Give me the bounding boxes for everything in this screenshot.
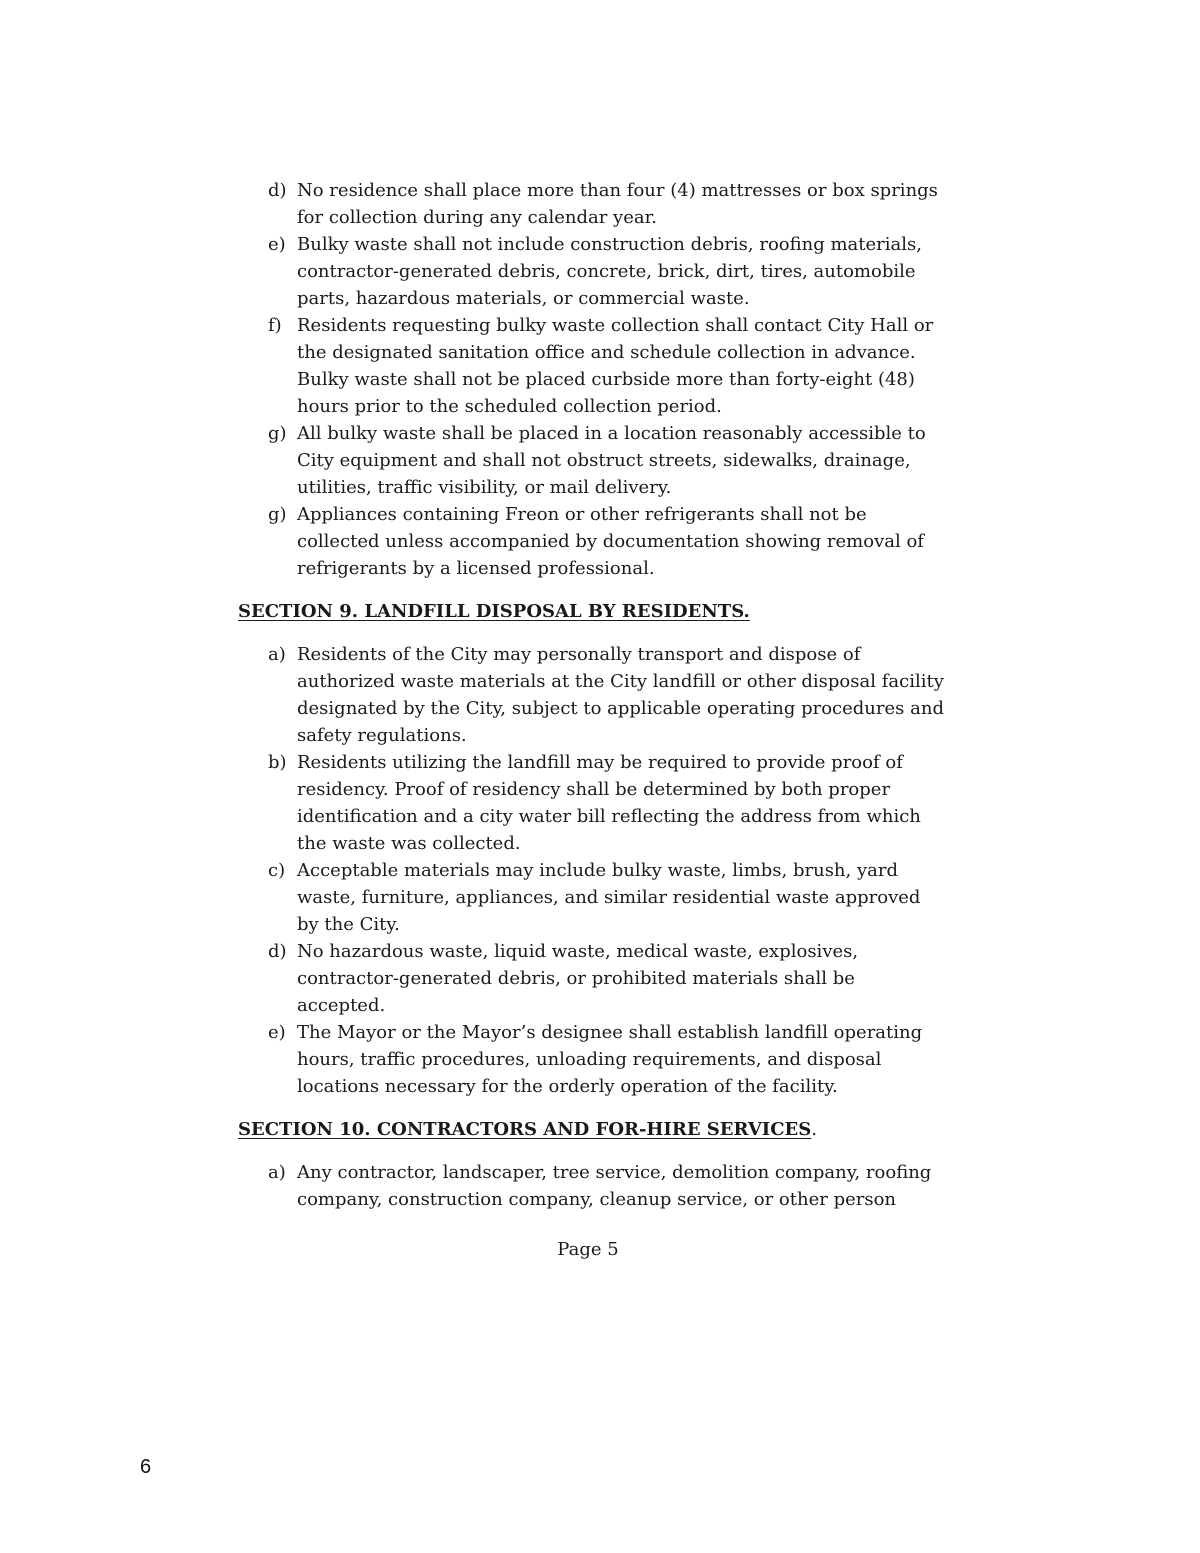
list-item — [238, 749, 958, 857]
list-item — [238, 312, 958, 420]
item-letter: g) — [268, 423, 287, 444]
item-text: The Mayor or the Mayor’s designee shall establish landfill operating hours, traffic procedures, unloading requirements, and disposal locations necessary for the orderly operation of the facility. — [297, 1022, 923, 1097]
item-text: Any contractor, landscaper, tree service, demolition company, roofing company, construction company, cleanup service, or other person — [297, 1162, 932, 1210]
item-letter: b) — [268, 752, 287, 773]
section-9-title: SECTION 9. LANDFILL DISPOSAL BY RESIDENTS. — [238, 601, 750, 622]
item-text: No hazardous waste, liquid waste, medical waste, explosives, contractor-generated debris, or prohibited materials shall be accepted. — [297, 941, 859, 1016]
item-letter: e) — [268, 234, 286, 255]
document-body — [238, 177, 958, 1213]
item-text: Bulky waste shall not include construction debris, roofing materials, contractor-generated debris, concrete, brick, dirt, tires, automobile parts, hazardous materials, or commercial waste. — [297, 234, 922, 309]
item-letter: a) — [268, 644, 286, 665]
list-item — [238, 420, 958, 501]
item-text: Acceptable materials may include bulky waste, limbs, brush, yard waste, furniture, appliances, and similar residential waste approved by the City. — [297, 860, 921, 935]
item-letter: a) — [268, 1162, 286, 1183]
list-continued — [238, 177, 958, 582]
section-10-title-period: . — [811, 1119, 818, 1140]
item-letter: c) — [268, 860, 286, 881]
item-text: All bulky waste shall be placed in a location reasonably accessible to City equipment and shall not obstruct streets, sidewalks, drainage, utilities, traffic visibility, or mail delivery. — [297, 423, 926, 498]
list-item — [238, 1159, 958, 1213]
section-9-heading — [238, 598, 958, 625]
item-text: No residence shall place more than four (4) mattresses or box springs for collection during any calendar year. — [297, 180, 938, 228]
list-item — [238, 231, 958, 312]
item-letter: d) — [268, 180, 287, 201]
page-number: Page 5 — [557, 1239, 619, 1260]
item-letter: e) — [268, 1022, 286, 1043]
sheet-number: 6 — [140, 1456, 152, 1478]
section-9-list — [238, 641, 958, 1100]
item-text: Residents of the City may personally transport and dispose of authorized waste materials at the City landfill or other disposal facility designated by the City, subject to applicable operating procedures and safety regulations. — [297, 644, 944, 746]
list-item — [238, 177, 958, 231]
list-item — [238, 1019, 958, 1100]
list-item — [238, 501, 958, 582]
item-text: Residents utilizing the landfill may be required to provide proof of residency. Proof of residency shall be determined by both proper identification and a city water bill reflecting the address from which the waste was collected. — [297, 752, 921, 854]
section-10-title: SECTION 10. CONTRACTORS AND FOR-HIRE SERVICES — [238, 1119, 812, 1140]
section-10-list — [238, 1159, 958, 1213]
list-item — [238, 641, 958, 749]
section-10-heading — [238, 1116, 958, 1143]
item-letter: f) — [268, 315, 282, 336]
item-letter: d) — [268, 941, 287, 962]
item-text: Appliances containing Freon or other refrigerants shall not be collected unless accompanied by documentation showing removal of refrigerants by a licensed professional. — [297, 504, 924, 579]
item-letter: g) — [268, 504, 287, 525]
list-item — [238, 938, 958, 1019]
item-text: Residents requesting bulky waste collection shall contact City Hall or the designated sanitation office and schedule collection in advance. Bulky waste shall not be placed curbside more than forty-eight (48) hours prior to the scheduled collection period. — [297, 315, 934, 417]
list-item — [238, 857, 958, 938]
